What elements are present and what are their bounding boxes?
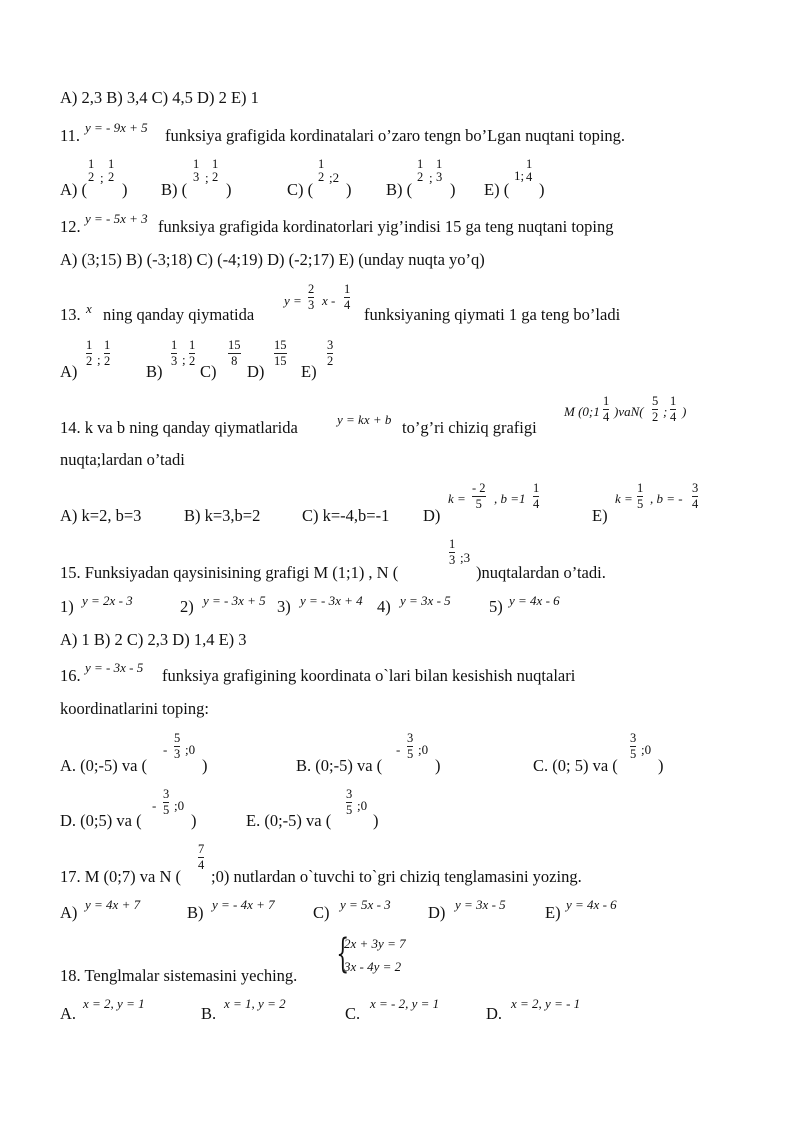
q13-number: 13. xyxy=(60,305,81,324)
q18-eq1: 2x + 3y = 7 xyxy=(344,936,406,951)
q11-answer-b: B) ( xyxy=(161,180,188,199)
q14-d-frac-b: 1 4 xyxy=(533,481,540,511)
q11-b-frac1: 1 3 xyxy=(193,157,200,184)
q13-b-frac1: 1 3 xyxy=(171,338,178,368)
q16-answer-a: A. (0;-5) va ( xyxy=(60,756,148,775)
q11-d-frac1: 1 2 xyxy=(417,157,424,184)
q17-answer-c: C) xyxy=(313,903,330,922)
q13-var: x xyxy=(86,301,92,316)
q17-answer-e: E) xyxy=(545,903,561,922)
q13-answer-c: C) xyxy=(200,362,217,381)
q11-a-frac1: 1 2 xyxy=(88,157,95,184)
q14-n-frac2: 1 4 xyxy=(670,394,677,424)
q16-d-frac: 3 5 xyxy=(163,787,170,817)
q14-text1: 14. k va b ning qanday qiymatlarida xyxy=(60,418,298,437)
q16-answer-d: D. (0;5) va ( xyxy=(60,811,142,830)
q13-text2: funksiyaning qiymati 1 ga teng bo’ladi xyxy=(364,305,621,324)
q15-option-1: 1) xyxy=(60,597,74,616)
q15-n-frac: 1 3 xyxy=(449,537,456,567)
q13-formula-frac1: 2 3 xyxy=(308,282,315,312)
q14-answer-c: C) k=-4,b=-1 xyxy=(302,506,390,525)
q11-answer-e: E) ( xyxy=(484,180,510,199)
q16-line2: koordinatlarini toping: xyxy=(60,699,209,718)
q16-b-frac: 3 5 xyxy=(407,731,414,761)
q16-number: 16. xyxy=(60,666,81,685)
q16-e-frac: 3 5 xyxy=(346,787,353,817)
q13-a-frac1: 1 2 xyxy=(86,338,93,368)
q14-formula: y = kx + b xyxy=(337,412,392,427)
q13-answer-a: A) xyxy=(60,362,78,381)
q14-e-frac-b: 3 4 xyxy=(692,481,699,511)
q15-option-4: 4) xyxy=(377,597,391,616)
q14-point-m: M (0;1 xyxy=(564,404,600,419)
q10-answers: A) 2,3 B) 3,4 C) 4,5 D) 2 E) 1 xyxy=(60,88,259,107)
q11-d-frac2: 1 3 xyxy=(436,157,443,184)
q14-e-frac-k: 1 5 xyxy=(637,481,644,511)
q11-e-frac: 1 4 xyxy=(526,157,533,184)
q13-e-frac: 3 2 xyxy=(327,338,334,368)
q15-text1: 15. Funksiyadan qaysinisining grafigi M (1;1) , N ( xyxy=(60,563,399,582)
q17-n-frac: 7 4 xyxy=(198,842,205,872)
q13-answer-b: B) xyxy=(146,362,163,381)
q11-answer-a: A) ( xyxy=(60,180,88,199)
q18-answer-c: C. xyxy=(345,1004,361,1023)
q17-text2: ;0) nutlardan o`tuvchi to`gri chiziq tenglamasini yozing. xyxy=(211,867,582,886)
q18-text: 18. Tenglmalar sistemasini yeching. xyxy=(60,966,298,985)
q16-answer-e: E. (0;-5) va ( xyxy=(246,811,332,830)
q18-eq2: 3x - 4y = 2 xyxy=(344,959,402,974)
q16-c-frac: 3 5 xyxy=(630,731,637,761)
q16-answer-c: C. (0; 5) va ( xyxy=(533,756,618,775)
q15-option-5: 5) xyxy=(489,597,503,616)
q13-formula-mid: x - xyxy=(322,293,336,308)
q16-a-frac: 5 3 xyxy=(174,731,181,761)
q14-point-n: )vaN( xyxy=(614,404,644,419)
q11-a-frac2: 1 2 xyxy=(108,157,115,184)
q14-n-frac1: 5 2 xyxy=(652,394,659,424)
q11-text: funksiya grafigida kordinatalari o’zaro tengn bo’Lgan nuqtani toping. xyxy=(165,126,626,145)
q14-line2: nuqta;lardan o’tadi xyxy=(60,450,185,469)
q18-answer-a: A. xyxy=(60,1004,77,1023)
q14-answer-e: E) xyxy=(592,506,608,525)
q11-answer-c: C) ( xyxy=(287,180,314,199)
q14-answer-a: A) k=2, b=3 xyxy=(60,506,142,525)
q18-answer-b: B. xyxy=(201,1004,217,1023)
q17-answer-a: A) xyxy=(60,903,78,922)
q16-formula: y = - 3x - 5 xyxy=(85,660,144,675)
q17-text1: 17. M (0;7) va N ( xyxy=(60,867,181,886)
q14-m-frac: 1 4 xyxy=(603,394,610,424)
q11-c-frac: 1 2 xyxy=(318,157,325,184)
q14-text2: to’g’ri chiziq grafigi xyxy=(402,418,537,437)
q12-formula: y = - 5x + 3 xyxy=(85,211,148,226)
q15-answers: A) 1 B) 2 C) 2,3 D) 1,4 E) 3 xyxy=(60,630,247,649)
q14-answer-d: D) xyxy=(423,506,441,525)
q14-answer-b: B) k=3,b=2 xyxy=(184,506,261,525)
q13-c-frac: 15 8 xyxy=(228,338,241,368)
q15-text2: )nuqtalardan o’tadi. xyxy=(476,563,606,582)
q15-option-3: 3) xyxy=(277,597,291,616)
q11-answer-d: B) ( xyxy=(386,180,413,199)
q13-formula-lhs: y = xyxy=(284,293,302,308)
q13-answer-d: D) xyxy=(247,362,265,381)
q18-answer-d: D. xyxy=(486,1004,503,1023)
q11-formula: y = - 9x + 5 xyxy=(85,120,148,135)
q17-answer-d: D) xyxy=(428,903,446,922)
q11-number: 11. xyxy=(60,126,81,145)
q15-option-2: 2) xyxy=(180,597,194,616)
q13-d-frac: 15 15 xyxy=(274,338,287,368)
q13-a-frac2: 1 2 xyxy=(104,338,111,368)
q13-answer-e: E) xyxy=(301,362,317,381)
q11-b-frac2: 1 2 xyxy=(212,157,219,184)
q13-text1: ning qanday qiymatida xyxy=(103,305,255,324)
q17-answer-b: B) xyxy=(187,903,204,922)
q12-text: funksiya grafigida kordinatorlari yig’indisi 15 ga teng nuqtani toping xyxy=(158,217,614,236)
system-brace: { xyxy=(336,931,350,977)
q12-answers: A) (3;15) B) (-3;18) C) (-4;19) D) (-2;17) E) (unday nuqta yo’q) xyxy=(60,250,485,269)
q16-text: funksiya grafigining koordinata o`lari bilan kesishish nuqtalari xyxy=(162,666,576,685)
q16-answer-b: B. (0;-5) va ( xyxy=(296,756,383,775)
q12-number: 12. xyxy=(60,217,81,236)
q13-b-frac2: 1 2 xyxy=(189,338,196,368)
q13-formula-frac2: 1 4 xyxy=(344,282,351,312)
q14-d-frac-k: - 2 5 xyxy=(472,481,486,511)
